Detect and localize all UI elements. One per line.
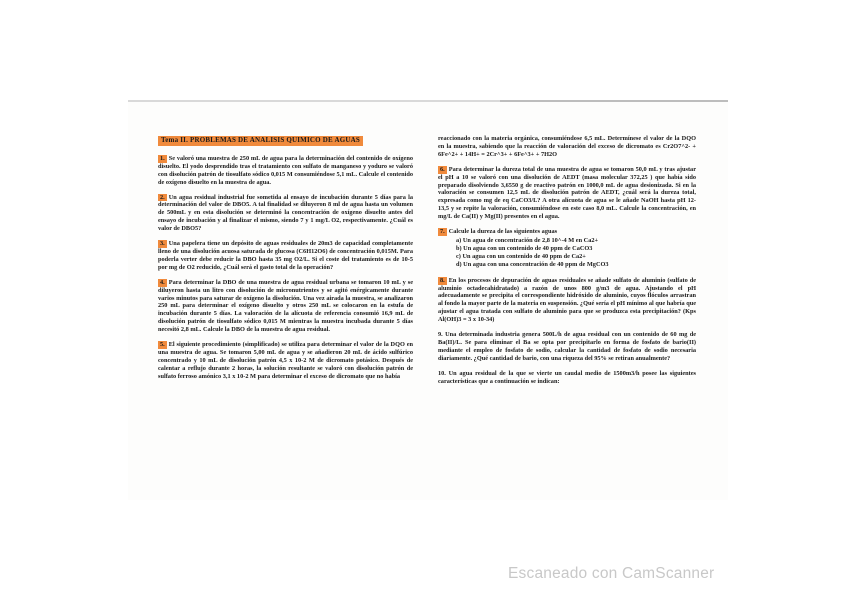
problem-text-10: Un agua residual de la que se vierte un caudal medio de 1500m3/h posee las siguientes características que a continuación se indican: — [438, 369, 696, 385]
problem-5-continuation: reaccionado con la materia orgánica, consumiéndose 6,5 mL. Determínese el valor de la DQO en la muestra, sabiendo que la reacción de valoración del exceso de dicromato es Cr2O7^2- + 6Fe^2+ + 14H+ = 2Cr^3+ + 6Fe^3+ + 7H2O — [438, 135, 696, 158]
problem-number-6: 6. — [440, 165, 445, 173]
hardness-item-b: b) Un agua con un contenido de 40 ppm de CaCO3 — [456, 244, 593, 252]
problem-text-9: Una determinada industria genera 500L/h de agua residual con un contenido de 60 mg de Ba(II)/L. Se para eliminar el Ba se opta por precipitarlo en forma de fosfato de bario(II) mediante el empleo de fosfato de sodio, calcular la cantidad de fosfato de sodio necesaria diariamente. ¿Qué cantidad de bario, con una riqueza del 95% se retiran anualmente? — [438, 331, 697, 362]
hardness-item-a: a) Un agua de concentración de 2,8 10^-4 M en Ca2+ — [456, 236, 599, 244]
problem-9 — [438, 331, 696, 363]
problem-number-10: 10. — [438, 369, 446, 377]
problem-number-2: 2. — [160, 193, 165, 201]
hardness-item-d: d) Un agua con una concentración de 40 ppm de MgCO3 — [456, 260, 609, 268]
problem-10 — [438, 370, 696, 386]
problem-6 — [438, 166, 696, 221]
problem-number-5: 5. — [160, 341, 165, 349]
problem-number-1: 1. — [160, 154, 165, 162]
problem-8 — [438, 277, 696, 324]
camscanner-watermark: Escaneado con CamScanner — [508, 565, 715, 582]
problem-4 — [158, 279, 413, 334]
problem-text-1: Se valoró una muestra de 250 mL de agua para la determinación del contenido de oxígeno disuelto. El yodo desprendido tras el tratamiento con sulfato de manganeso y yoduro se valoró con disolución patrón de tiosulfato sódico 0,015 M consumiéndose 5,1 mL. Calcule el contenido de oxígeno disuelto en la muestra de agua. — [158, 154, 413, 186]
right-column — [438, 135, 696, 392]
document-title: Tema II. PROBLEMAS DE ANALISIS QUIMICO DE AGUAS — [158, 136, 363, 146]
problem-text-2: Un agua residual industrial fue sometida al ensayo de incubación durante 5 días para la determinación del valor de DBO5. A tal finalidad se diluyeron 8 ml de agua hasta un volumen de 500mL y en esta disolución se determinó la concentración de oxígeno disuelto antes del ensayo de incubación y al finalizar el mismo, siendo 7 y 1 mg/L O2, respectivamente. ¿Cuál es valor de DBO5? — [158, 193, 413, 233]
problem-number-8: 8. — [440, 276, 445, 284]
problem-3 — [158, 240, 413, 272]
problem-7 — [438, 228, 696, 236]
problem-text-3: Una papelera tiene un depósito de aguas residuales de 20m3 de capacidad completamente lleno de una disolución acuosa saturada de glucosa (C6H12O6) de concentración 0,015M. Para poderla verter debe reducir la DBO hasta 35 mg O2/L. Si el coste del tratamiento es de 10-5 por mg de O2 reducido, ¿Cuál será el gasto total de la operación? — [158, 240, 413, 271]
page-top-shadow — [500, 100, 728, 102]
hardness-item-c: c) Un agua con un contenido de 40 ppm de Ca2+ — [456, 252, 586, 260]
problem-1 — [158, 155, 413, 187]
problem-5 — [158, 341, 413, 381]
problem-2 — [158, 194, 413, 234]
problem-number-9: 9. — [438, 331, 443, 339]
problem-number-3: 3. — [160, 240, 165, 248]
problem-text-8: En los procesos de depuración de aguas residuales se añade sulfato de aluminio (sulfato de aluminio octadecahidratado) a razón de unos 800 g/m3 de agua. Ajustando el pH adecuadamente se precipita el correspondiente hidróxido de aluminio, cuyos flóculos arrastran al fondo la mayor parte de la materia en suspensión. ¿Qué sería el pH mínimo al que habría que ajustar el agua tratada con sulfato de aluminio para que se produzca esta precipitación? (Kps Al(OH)3 = 3 x 10-34) — [438, 276, 696, 324]
left-column — [158, 136, 413, 388]
problem-number-4: 4. — [160, 278, 165, 286]
problem-text-4: Para determinar la DBO de una muestra de agua residual urbana se tomaron 10 mL y se diluyeron hasta un litro con disolución de micronutrientes y se agitó enérgicamente durante varios minutos para saturar de oxígeno la disolución. Una vez airada la muestra, se analizaron 250 mL para determinar el oxígeno disuelto y otros 250 mL se colocaron en la estufa de incubación durante 5 días. La valoración de la alícuota de referencia consumió 16,9 mL de disolución patrón de tiosulfato sódico 0,015 M mientras la muestra incubada durante 5 días necesitó 2,8 mL. Calcule la DBO de la muestra de agua residual. — [158, 278, 413, 334]
problem-text-7: Calcule la dureza de las siguientes aguas — [448, 228, 558, 236]
problem-text-6: Para determinar la dureza total de una muestra de agua se tomaron 50,0 mL y tras ajustar el pH a 10 se valoró con una disolución de AEDT (masa molecular 372,25 ) que había sido preparado disolviendo 3,6550 g de reactivo patrón en 1000,0 mL de agua desionizada. Si en la valoración se consumen 12,5 mL de disolución patrón de AEDT, ¿cuál será la dureza total, expresada como mg de eq CaCO3/L? A otra alícuota de agua se le añade NaOH hasta pH 12-13,5 y se repite la valoración, consumiéndose en este caso 8,0 mL. Calcule la concentración, en mg/L de Ca(II) y Mg(II) presentes en el agua. — [438, 165, 696, 221]
problem-text-5: El siguiente procedimiento (simplificado) se utiliza para determinar el valor de la DQO en una muestra de agua. Se tomaron 5,00 mL de agua y se añadieron 20 mL de ácido sulfúrico concentrado y 10 mL de disolución patrón 4,5 x 10-2 M de dicromato potásico. Después de calentar a reflujo durante 2 horas, la solución resultante se valoró con disolución patrón de sulfato ferroso amónico 3,1 x 10-2 M para determinar el exceso de dicromato que no había — [158, 341, 413, 380]
problem-number-7: 7. — [440, 228, 445, 236]
